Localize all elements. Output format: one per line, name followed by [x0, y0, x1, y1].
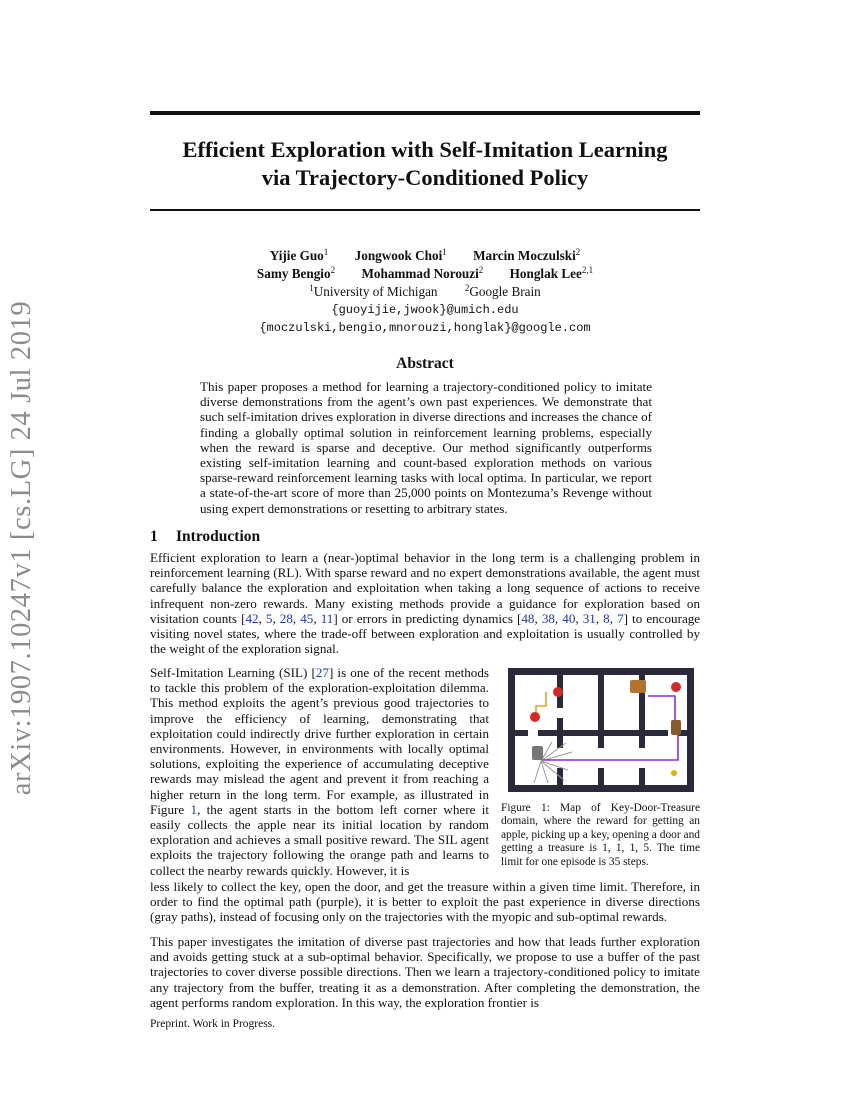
author-name: Samy Bengio	[256, 266, 331, 281]
author-name: Mohammad Norouzi	[361, 266, 479, 281]
key-icon	[671, 770, 677, 776]
intro-paragraph-2: Self-Imitation Learning (SIL) [27] is one of the recent methods to tackle this problem of the exploration-exploitation dilemma. This method exploits the agent’s previous good trajectories to improve the efficiency of learning, demonstrating that exploitation could indirectly drive further exploration in certain environments. However, in environments with locally optimal solutions, exploiting the experience of accumulating deceptive rewards may mislead the agent and prevent it from reaching a higher return in the long term. For example, as illustrated in Figure 1, the agent starts in the bottom left corner where it easily collects the apple near its initial location by random exploration and achieves a small positive reward. The SIL agent exploits the trajectory following the orange path and learns to collect the nearby rewards quickly. However, it is	[150, 665, 489, 878]
citation-link[interactable]: 8	[603, 610, 610, 626]
email-line-2: {moczulski,bengio,mnorouzi,honglak}@google.com	[259, 321, 591, 335]
citation-link[interactable]: 38	[541, 610, 555, 626]
affiliations: $^1$University of Michigan $^2$Google Brain	[309, 283, 541, 299]
citation-link[interactable]: 27	[315, 665, 329, 680]
figure-key-door-treasure-map	[508, 668, 694, 792]
citation-link[interactable]: 11	[320, 610, 334, 626]
treasure-chest-icon	[630, 680, 646, 693]
paper-title	[150, 136, 700, 192]
citation-link[interactable]: 42	[245, 610, 259, 626]
title-top-rule	[150, 111, 700, 115]
title-line-2: via Trajectory-Conditioned Policy	[261, 165, 589, 190]
author-name: Marcin Moczulski	[473, 248, 576, 263]
author-name: Jongwook Choi	[354, 248, 443, 263]
title-bottom-rule	[150, 209, 700, 211]
email-line-1: {guoyijie,jwook}@umich.edu	[331, 303, 519, 317]
citation-link[interactable]: 5	[265, 610, 273, 626]
citation-link[interactable]: 31	[582, 610, 596, 626]
robot-agent-icon	[532, 746, 543, 760]
affiliation-name: University of Michigan	[313, 284, 438, 299]
authors-line-2: Samy Bengio$^2$ Mohammad Norouzi$^2$ Honglak Lee$^{2,1}$	[256, 265, 594, 281]
intro-paragraph-1: Efficient exploration to learn a (near-)optimal behavior in the long term is a challenging problem in reinforcement learning (RL). With sparse reward and no expert demonstrations available, the agent must carefully balance the exploration and exploitation when taking a long sequence of actions to receive infrequent non-zero rewards. Many existing methods provide a guidance for exploration based on visitation counts [42, 5, 28, 45, 11] or errors in predicting dynamics [48, 38, 40, 31, 8, 7] to encourage visiting novel states, where the trade-off between exploration and exploitation is usually controlled by the weight of the exploration signal.	[150, 550, 701, 657]
figure-caption: Figure 1: Map of Key-Door-Treasure domain, where the reward for getting an apple, picking up a key, opening a door and getting a treasure is 1, 1, 1, 5. The time limit for one episode is 35 steps.	[501, 802, 700, 868]
section-title: Introduction	[176, 528, 261, 545]
figure-reference-link[interactable]: 1	[190, 801, 198, 817]
citation-link[interactable]: 40	[562, 610, 576, 626]
author-block	[150, 247, 700, 337]
affiliation-name: Google Brain	[469, 284, 541, 299]
intro-paragraph-3: This paper investigates the imitation of diverse past trajectories and how that leads further exploration and avoids getting stuck at a sub-optimal behavior. Specifically, we propose to use a buffer of the past trajectories to cover diverse possible directions. Then we learn a trajectory-conditioned policy to imitate any trajectory from the buffer, treating it as a demonstration. After completing the demonstration, the agent performs random exploration. In this way, the exploration frontier is	[150, 934, 700, 1010]
abstract-text: This paper proposes a method for learning a trajectory-conditioned policy to imitate diverse demonstrations from the agent’s own past experiences. We demonstrate that such self-imitation drives exploration in diverse directions and increases the chance of finding a globally optimal solution in reinforcement learning problems, especially when the reward is sparse and deceptive. Our method significantly outperforms existing self-imitation learning and count-based exploration methods on various sparse-reward reinforcement learning tasks with local optima. In particular, we report a state-of-the-art score of more than 25,000 points on Montezuma’s Revenge without using expert demonstrations or resetting to arbitrary states.	[200, 379, 652, 516]
author-name: Yijie Guo	[269, 248, 324, 263]
arxiv-identifier-text: arXiv:1907.10247v1 [cs.LG] 24 Jul 2019	[6, 300, 37, 796]
door-icon	[671, 720, 681, 735]
abstract-heading: Abstract	[396, 355, 454, 372]
citation-link[interactable]: 45	[300, 610, 314, 626]
citation-link[interactable]: 28	[279, 610, 293, 626]
apple-icon	[671, 682, 681, 692]
apple-icon	[530, 712, 540, 722]
citation-link[interactable]: 7	[617, 610, 624, 626]
section-number: 1	[150, 528, 158, 545]
apple-icon	[553, 687, 563, 697]
citation-link[interactable]: 48	[521, 610, 535, 626]
section-heading	[150, 528, 260, 546]
intro-paragraph-2-continued: less likely to collect the key, open the door, and get the treasure within a given time limit. Therefore, in order to find the optimal path (purple), it is better to exploit the past experience in diverse directions (gray paths), instead of focusing only on the trajectories with the myopic and sub-optimal rewards.	[150, 879, 700, 925]
title-line-1: Efficient Exploration with Self-Imitation Learning	[182, 137, 668, 162]
author-name: Honglak Lee	[509, 266, 582, 281]
footer-note: Preprint. Work in Progress.	[150, 1018, 276, 1030]
arxiv-identifier	[6, 300, 62, 796]
authors-line-1: Yijie Guo$^1$ Jongwook Choi$^1$ Marcin Moczulski$^2$	[269, 247, 581, 263]
